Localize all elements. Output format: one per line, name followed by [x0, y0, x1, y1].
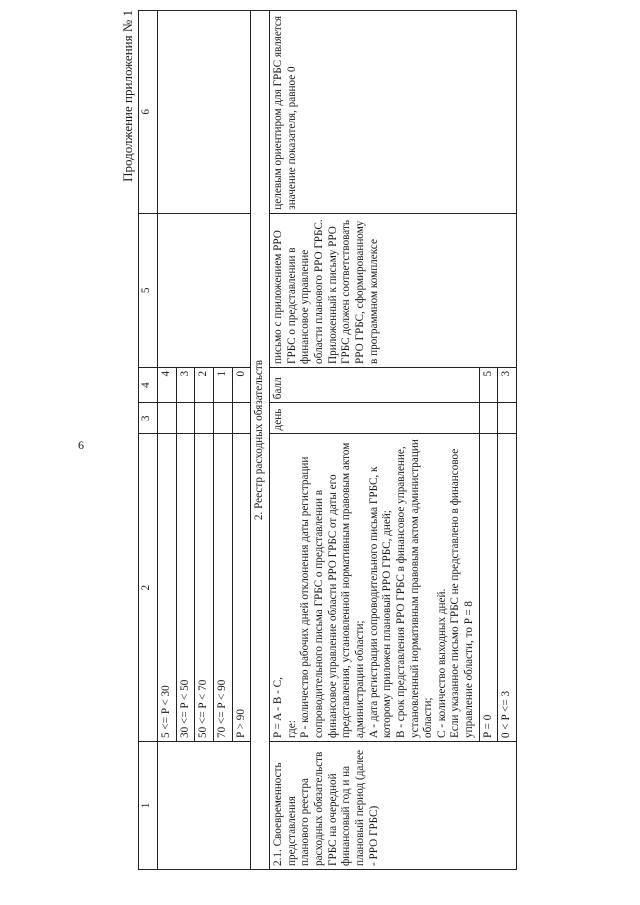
col-header-6: 6	[139, 11, 158, 214]
formula-cell: 50 <= P < 70	[195, 434, 214, 742]
indicator-table	[138, 10, 517, 870]
col-header-3: 3	[139, 403, 158, 434]
score-unit-cell: балл	[269, 367, 479, 402]
empty-cell	[158, 403, 177, 434]
section-title: 2. Реестр расходных обязательств	[251, 11, 270, 870]
empty-cell	[479, 403, 498, 434]
col-header-5: 5	[139, 213, 158, 367]
page-number: 6	[78, 438, 84, 452]
target-cell: целевым ориентиром для ГРБС является значение показателя, равное 0	[269, 11, 516, 214]
formula-line: A - дата регистрации сопроводительного письма ГРБС, к которому приложен плановый РРО ГРБС, дней;	[367, 466, 394, 738]
formula-line: P = A - B - C,	[271, 677, 284, 738]
empty-cell	[158, 213, 251, 367]
score-cell: 3	[498, 367, 517, 402]
formula-line: C - количество выходных дней.	[435, 588, 448, 738]
formula-line: B - срок представления РРО ГРБС в финансовое управление, установленный нормативным правовым актом администрации области;	[394, 439, 435, 738]
formula-cell: P = 0	[479, 434, 498, 742]
formula-line: P - количество рабочих дней отклонения даты регистрации сопроводительного письма ГРБС о представлении в финансовое управление области РРО ГРБС от даты его представления, установленной нормативным правовым актом администрации области;	[299, 442, 366, 738]
formula-cell: 30 <= P < 50	[176, 434, 195, 742]
score-cell: 0	[232, 367, 251, 402]
score-cell: 5	[479, 367, 498, 402]
indicator-name: 2.1. Своевременность представления планового реестра расходных обязательств ГРБС на очередной финансовый год и на плановый период (далее - РРО ГРБС)	[269, 741, 516, 869]
col-header-4: 4	[139, 367, 158, 402]
col-header-1: 1	[139, 741, 158, 869]
formula-description	[269, 434, 479, 742]
rotated-sheet	[120, 0, 513, 880]
col-header-2: 2	[139, 434, 158, 742]
empty-cell	[158, 11, 251, 214]
score-cell: 4	[158, 367, 177, 402]
source-cell: письмо с приложением РРО ГРБС о представлении в финансовое управление области планового РРО ГРБС. Приложенный к письму РРО ГРБС должен соответствовать РРО ГРБС, сформированному в программном комплексе	[269, 213, 516, 367]
table-row	[269, 11, 479, 870]
empty-cell	[498, 403, 517, 434]
header-row	[139, 11, 158, 870]
formula-line: Если указанное письмо ГРБС не представлено в финансовое управление области, то P = 8	[449, 448, 476, 738]
empty-cell	[176, 403, 195, 434]
unit-cell: день	[269, 403, 479, 434]
score-cell: 2	[195, 367, 214, 402]
score-cell: 3	[176, 367, 195, 402]
sheet-title: Продолжение приложения № 1	[120, 10, 135, 182]
formula-cell: 5 <= P < 30	[158, 434, 177, 742]
formula-cell: P > 90	[232, 434, 251, 742]
formula-line: где:	[285, 720, 298, 738]
table-row	[158, 11, 177, 870]
empty-cell	[158, 741, 251, 869]
formula-cell: 0 < P <= 3	[498, 434, 517, 742]
formula-cell: 70 <= P < 90	[213, 434, 232, 742]
score-cell: 1	[213, 367, 232, 402]
empty-cell	[195, 403, 214, 434]
empty-cell	[213, 403, 232, 434]
empty-cell	[232, 403, 251, 434]
section-row	[251, 11, 270, 870]
